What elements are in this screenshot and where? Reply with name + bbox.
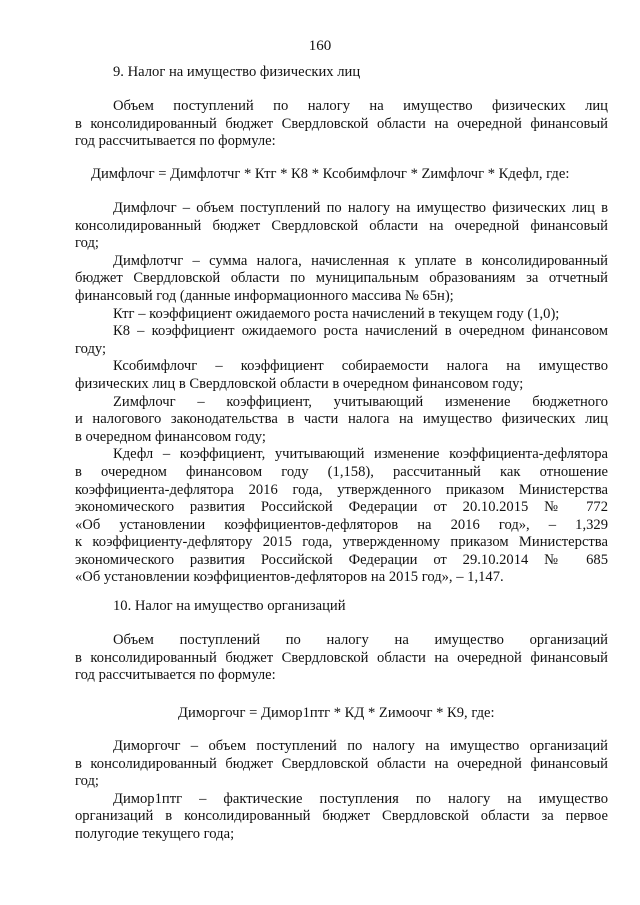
text-line: Ктг – коэффициент ожидаемого роста начислений в текущем году (1,0); bbox=[113, 305, 560, 322]
text-line: Димфлочг – объем поступлений по налогу на имущество физических лиц в bbox=[113, 200, 608, 216]
text-line: Zимфлочг – коэффициент, учитывающий изменение бюджетного bbox=[113, 393, 608, 410]
text-line: Димфлотчг – сумма налога, начисленная к уплате в консолидированный bbox=[113, 252, 608, 269]
text-line: в консолидированный бюджет Свердловской области на очередной финансовый bbox=[75, 649, 608, 666]
text-line: экономического развития Российской Федерации от 29.10.2014 № 685 bbox=[75, 551, 608, 568]
section-9-heading: 9. Налог на имущество физических лиц bbox=[113, 64, 361, 80]
text-line: и налогового законодательства в части налога на имущество физических лиц bbox=[75, 411, 608, 428]
text-line: год; bbox=[75, 773, 99, 790]
text-line: «Об установлении коэффициентов-дефляторов на 2015 год», – 1,147. bbox=[75, 569, 504, 586]
text-line: коэффициента-дефлятора 2016 года, утвержденного приказом Министерства bbox=[75, 481, 608, 498]
text-line: год рассчитывается по формуле: bbox=[75, 133, 276, 150]
text-line: организаций в консолидированный бюджет Свердловской области за первое bbox=[75, 808, 608, 825]
text-line: Кдефл – коэффициент, учитывающий изменение коэффициента-дефлятора bbox=[113, 446, 608, 463]
section-9-intro bbox=[75, 98, 608, 151]
section-10-definitions bbox=[75, 738, 608, 844]
text-line: Диморгочг – объем поступлений по налогу на имущество организаций bbox=[113, 738, 608, 754]
text-line: бюджет Свердловской области по муниципальным образованиям за отчетный bbox=[75, 270, 608, 287]
section-10-formula: Диморгочг = Димор1птг * КД * Zимоочг * К9, где: bbox=[178, 705, 495, 721]
text-line: году; bbox=[75, 340, 107, 357]
text-line: год рассчитывается по формуле: bbox=[75, 667, 276, 684]
section-9-formula: Димфлочг = Димфлотчг * Ктг * К8 * Ксобимфлочг * Zимфлочг * Кдефл, где: bbox=[91, 166, 570, 182]
text-line: Димор1птг – фактические поступления по налогу на имущество bbox=[113, 790, 608, 807]
text-line: Объем поступлений по налогу на имущество организаций bbox=[113, 632, 608, 648]
text-line: полугодие текущего года; bbox=[75, 825, 235, 842]
text-line: в консолидированный бюджет Свердловской области на очередной финансовый bbox=[75, 115, 608, 132]
text-line: в очередном финансовом году; bbox=[75, 428, 266, 445]
section-10-intro bbox=[75, 632, 608, 685]
section-10-heading: 10. Налог на имущество организаций bbox=[113, 598, 346, 614]
text-line: К8 – коэффициент ожидаемого роста начислений в очередном финансовом bbox=[113, 323, 608, 340]
section-9-definitions bbox=[75, 200, 608, 587]
page-number: 160 bbox=[308, 38, 332, 54]
text-line: Объем поступлений по налогу на имущество физических лиц bbox=[113, 98, 608, 114]
text-line: финансовый год (данные информационного массива № 65н); bbox=[75, 287, 454, 304]
text-line: экономического развития Российской Федерации от 20.10.2015 № 772 bbox=[75, 499, 608, 516]
text-line: в консолидированный бюджет Свердловской области на очередной финансовый bbox=[75, 755, 608, 772]
text-line: физических лиц в Свердловской области в очередном финансовом году; bbox=[75, 375, 524, 392]
text-line: Ксобимфлочг – коэффициент собираемости налога на имущество bbox=[113, 358, 608, 375]
text-line: консолидированный бюджет Свердловской области на очередной финансовый bbox=[75, 217, 608, 234]
text-line: в очередном финансовом году (1,158), рассчитанный как отношение bbox=[75, 463, 608, 480]
text-line: к коэффициенту-дефлятору 2015 года, утвержденному приказом Министерства bbox=[75, 534, 608, 551]
text-line: «Об установлении коэффициентов-дефляторов на 2016 год», – 1,329 bbox=[75, 516, 608, 533]
text-line: год; bbox=[75, 235, 99, 252]
